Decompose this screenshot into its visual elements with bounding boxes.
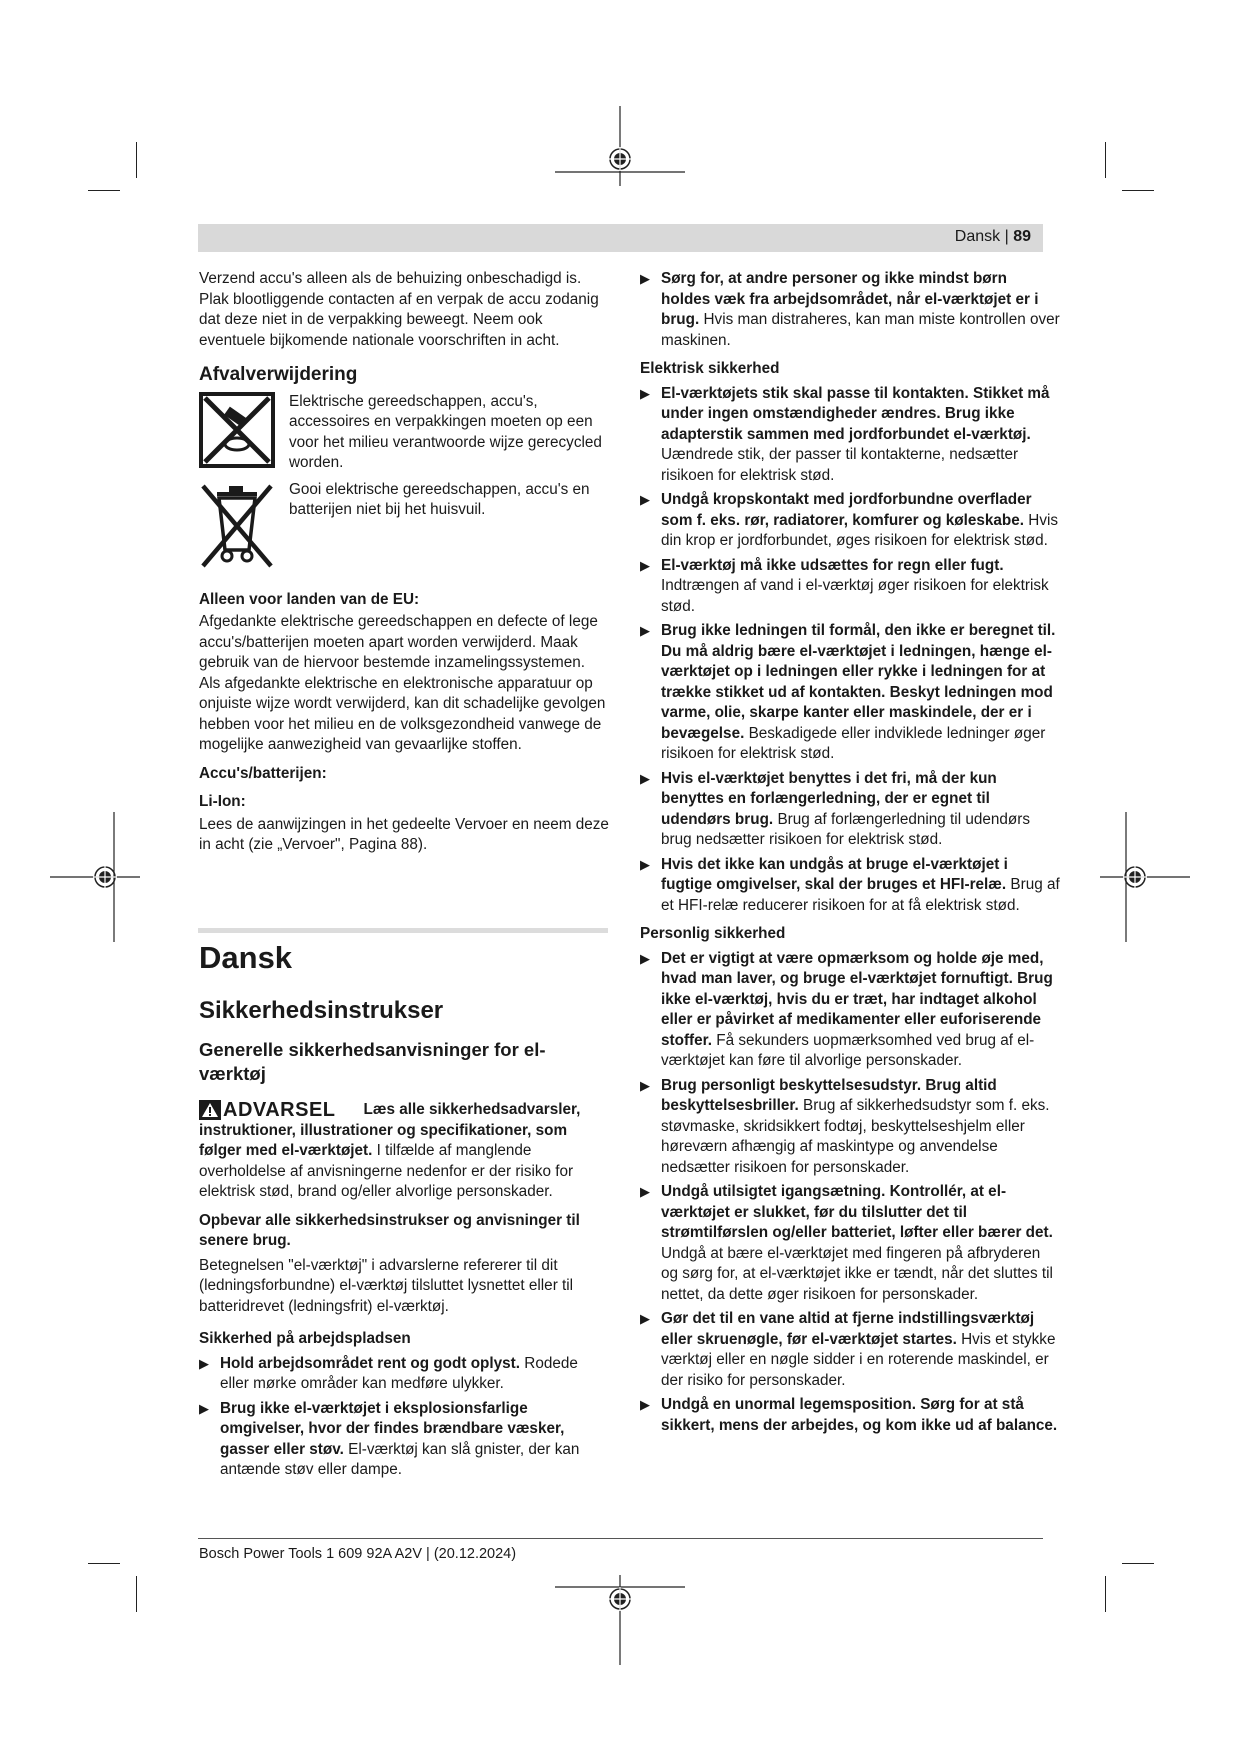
eu-paragraph-1: Afgedankte elektrische gereedschappen en defecte of lege accu's/batterijen moeten apart worden verwijderd. Maak gebruik van de hiervoor bestemde inzamelingssystemen.	[199, 613, 598, 671]
bullet-arrow-icon: ▶	[640, 856, 650, 872]
list-item	[199, 1354, 609, 1395]
list-item	[640, 769, 1060, 851]
crop-mark	[88, 1563, 120, 1564]
recycle-text: Elektrische gereedschappen, accu's, accessoires en verpakkingen moeten op een voor het milieu verantwoorde wijze gerecycled worden.	[289, 392, 602, 471]
bullet-bold: Hold arbejdsområdet rent og godt oplyst.	[220, 1354, 521, 1372]
bullet-arrow-icon: ▶	[640, 271, 650, 286]
bullet-bold: Undgå utilsigtet igangsætning. Kontrollér, at el-værktøjet er slukket, før du tilslutter det til strømtilførslen og/eller batteriet, løfter eller bærer det.	[661, 1183, 1053, 1241]
dansk-title: Dansk	[199, 940, 293, 975]
bullet-text: Få sekunders uopmærksomhed ved brug af el-værktøjet kan føre til alvorlige personskader.	[661, 1031, 1035, 1069]
recycle-crossed-icon	[199, 392, 275, 468]
bullet-text: Rodede eller mørke områder kan medføre ulykker.	[220, 1354, 578, 1392]
list-item	[640, 269, 1060, 351]
crop-mark	[136, 1576, 137, 1612]
footer-rule	[198, 1538, 1043, 1539]
bullet-text: Hvis man distraheres, kan man miste kontrollen over maskinen.	[661, 311, 1060, 349]
intro-paragraph: Verzend accu's alleen als de behuizing onbeschadigd is. Plak blootliggende contacten af en verpak de accu zodanig dat deze niet in de verpakking beweegt. Neem ook eventuele bijkomende nationale voorschriften in acht.	[199, 270, 599, 349]
list-item	[640, 1076, 1060, 1179]
bullet-arrow-icon: ▶	[640, 623, 650, 638]
bullet-bold: Brug ikke el-værktøjet i eksplosionsfarlige omgivelser, hvor der findes brændbare væsker, gasser eller støv.	[220, 1399, 565, 1458]
list-item	[640, 621, 1060, 765]
registration-mark-top	[555, 106, 685, 196]
bullet-arrow-icon: ▶	[640, 385, 650, 401]
term-definition: Betegnelsen "el-værktøj" i advarslerne refererer til dit (ledningsforbundne) el-værktøj tilsluttet lysnettet eller til batteridrevet (ledningsfrit) el-værktøj.	[199, 1256, 574, 1315]
crossed-bin-icon	[199, 480, 275, 570]
bullet-bold: Det er vigtigt at være opmærksom og holde øje med, hvad man laver, og bruge el-værktøjet fornuftigt. Brug ikke el-værktøj, hvis du er træt, har indtaget alkohol eller er påvirket af medikamenter eller euforiserende stoffer.	[661, 949, 1053, 1049]
bullet-text: Undgå at bære el-værktøjet med fingeren på afbryderen og sørg for, at el-værktøjet ikke er tændt, når det sluttes til nettet, da dette øger risikoen for personskader.	[661, 1244, 1053, 1303]
list-item	[640, 384, 1060, 487]
bullet-bold: Brug ikke ledningen til formål, den ikke er beregnet til. Du må aldrig bære el-værktøjet i ledningen, hænge el-værktøjet op i ledningen eller rykke i ledningen for at trække stikket ud af kontakten. Beskyt ledningen mod varme, olie, skarpe kanter eller maskindele, der er i bevægelse.	[661, 622, 1056, 742]
list-item	[640, 1395, 1060, 1436]
left-column-danish	[199, 940, 609, 1481]
bullet-text: Brug af et HFI-relæ reducerer risikoen for at få elektrisk stød.	[661, 876, 1060, 914]
page-number: 89	[1013, 228, 1031, 245]
registration-mark-bottom	[555, 1575, 685, 1665]
crop-mark	[88, 190, 120, 191]
crop-mark	[1105, 1576, 1106, 1612]
header-separator: |	[1004, 228, 1009, 245]
section-divider	[198, 928, 608, 933]
bullet-arrow-icon: ▶	[640, 770, 650, 786]
work-safety-heading: Sikkerhed på arbejdspladsen	[199, 1330, 411, 1347]
list-item	[640, 949, 1060, 1072]
afval-heading: Afvalverwijdering	[199, 364, 358, 385]
bullet-text: Brug af forlængerledning til udendørs brug nedsætter risikoen for elektrisk stød.	[661, 810, 1030, 848]
registration-mark-right	[1100, 812, 1190, 942]
bullet-arrow-icon: ▶	[640, 1311, 650, 1326]
bullet-arrow-icon: ▶	[640, 1077, 650, 1093]
bullet-text: El-værktøj kan slå gnister, der kan antænde støv eller dampe.	[220, 1440, 580, 1478]
list-item	[640, 855, 1060, 917]
list-item	[640, 1182, 1060, 1305]
header-language: Dansk	[954, 228, 1001, 245]
crop-mark	[1105, 142, 1106, 178]
warning-triangle-icon	[199, 1100, 221, 1120]
keep-instructions-heading: Opbevar alle sikkerhedsinstrukser og anvisninger til senere brug.	[199, 1211, 580, 1249]
bullet-arrow-icon: ▶	[640, 1397, 650, 1412]
warning-block	[199, 1100, 609, 1203]
recycle-notice	[199, 392, 609, 478]
bullet-arrow-icon: ▶	[640, 1184, 650, 1199]
list-item	[640, 556, 1060, 618]
bullet-arrow-icon: ▶	[640, 492, 650, 507]
page-header	[198, 224, 1043, 252]
right-column	[640, 269, 1060, 1436]
bullet-arrow-icon: ▶	[640, 950, 650, 966]
electrical-safety-heading: Elektrisk sikkerhed	[640, 360, 780, 377]
bullet-text: Uændrede stik, der passer til kontakterne, nedsætter risikoen for elektrisk stød.	[661, 446, 1019, 484]
bullet-bold: Gør det til en vane altid at fjerne indstillingsværktøj eller skruenøgle, før el-værktøjet startes.	[661, 1310, 1035, 1348]
left-column	[199, 269, 609, 856]
sikkerhed-title: Sikkerhedsinstrukser	[199, 997, 444, 1024]
personal-safety-heading: Personlig sikkerhed	[640, 925, 786, 942]
crop-mark	[1122, 190, 1154, 191]
warning-text: I tilfælde af manglende overholdelse af anvisningerne nedenfor er der risiko for elektrisk stød, brand og/eller alvorlige personskader.	[199, 1142, 574, 1200]
bullet-bold: Undgå kropskontakt med jordforbundne overflader som f. eks. rør, radiatorer, komfurer og køleskabe.	[661, 491, 1032, 529]
page-footer: Bosch Power Tools 1 609 92A A2V | (20.12.2024)	[199, 1546, 517, 1562]
bullet-bold: Undgå en unormal legemsposition. Sørg for at stå sikkert, mens der arbejdes, og kom ikke ud af balance.	[661, 1396, 1058, 1434]
bullet-text: Hvis din krop er jordforbundet, øges risikoen for elektrisk stød.	[661, 511, 1059, 549]
bullet-bold: Sørg for, at andre personer og ikke mindst børn holdes væk fra arbejdsområdet, når el-værktøjet er i brug.	[661, 270, 1039, 328]
liion-text: Lees de aanwijzingen in het gedeelte Vervoer en neem deze in acht (zie „Vervoer", Pagina 88).	[199, 815, 609, 853]
bullet-bold: Hvis el-værktøjet benyttes i det fri, må der kun benyttes en forlængerledning, der er egnet til udendørs brug.	[661, 769, 997, 828]
crop-mark	[136, 142, 137, 178]
warning-bold-text: Læs alle sikkerhedsadvarsler, instruktioner, illustrationer og specifikationer, som følger med el-værktøjet.	[199, 1101, 581, 1159]
bullet-text: Beskadigede eller indviklede ledninger øger risikoen for elektrisk stød.	[661, 724, 1046, 762]
bin-notice	[199, 480, 609, 580]
accu-heading: Accu's/batterijen:	[199, 764, 327, 782]
bullet-arrow-icon: ▶	[199, 1355, 209, 1371]
bullet-text: Brug af sikkerhedsudstyr som f. eks. støvmaske, skridsikkert fodtøj, beskyttelseshjelm eller høreværn afhængig af maskintype og anvendelse nedsætter risikoen for personskader.	[661, 1097, 1050, 1176]
warning-badge	[199, 1100, 336, 1121]
eu-heading: Alleen voor landen van de EU:	[199, 590, 420, 608]
bin-text: Gooi elektrische gereedschappen, accu's en batterijen niet bij het huisvuil.	[289, 480, 590, 518]
bullet-bold: El-værktøj må ikke udsættes for regn eller fugt.	[661, 556, 1004, 574]
bullet-arrow-icon: ▶	[199, 1400, 209, 1416]
bullet-bold: Brug personligt beskyttelsesudstyr. Brug altid beskyttelsesbriller.	[661, 1076, 997, 1114]
registration-mark-left	[50, 812, 140, 942]
liion-heading: Li-Ion:	[199, 793, 246, 810]
list-item	[199, 1399, 609, 1481]
bullet-text: Hvis et stykke værktøj eller en nøgle sidder i en roterende maskindel, er der risiko for personskader.	[661, 1330, 1056, 1389]
general-safety-title: Generelle sikkerhedsanvisninger for el-værktøj	[199, 1039, 546, 1084]
bullet-arrow-icon: ▶	[640, 557, 650, 573]
header-text	[955, 228, 1031, 246]
bullet-text: Indtrængen af vand i el-værktøj øger risikoen for elektrisk stød.	[661, 577, 1049, 615]
list-item	[640, 1309, 1060, 1391]
bullet-bold: Hvis det ikke kan undgås at bruge el-værktøjet i fugtige omgivelser, skal der bruges et HFI-relæ.	[661, 855, 1008, 893]
list-item	[640, 490, 1060, 552]
warning-label: ADVARSEL	[223, 1099, 336, 1121]
crop-mark	[1122, 1563, 1154, 1564]
eu-paragraph-2: Als afgedankte elektrische en elektronische apparatuur op onjuiste wijze wordt verwijderd, kan dit schadelijke gevolgen hebben voor het milieu en de volksgezondheid vanwege de mogelijke aanwezigheid van gevaarlijke stoffen.	[199, 674, 606, 753]
bullet-bold: El-værktøjets stik skal passe til kontakten. Stikket må under ingen omstændigheder ændres. Brug ikke adapterstik sammen med jordforbundet el-værktøj.	[661, 384, 1050, 443]
